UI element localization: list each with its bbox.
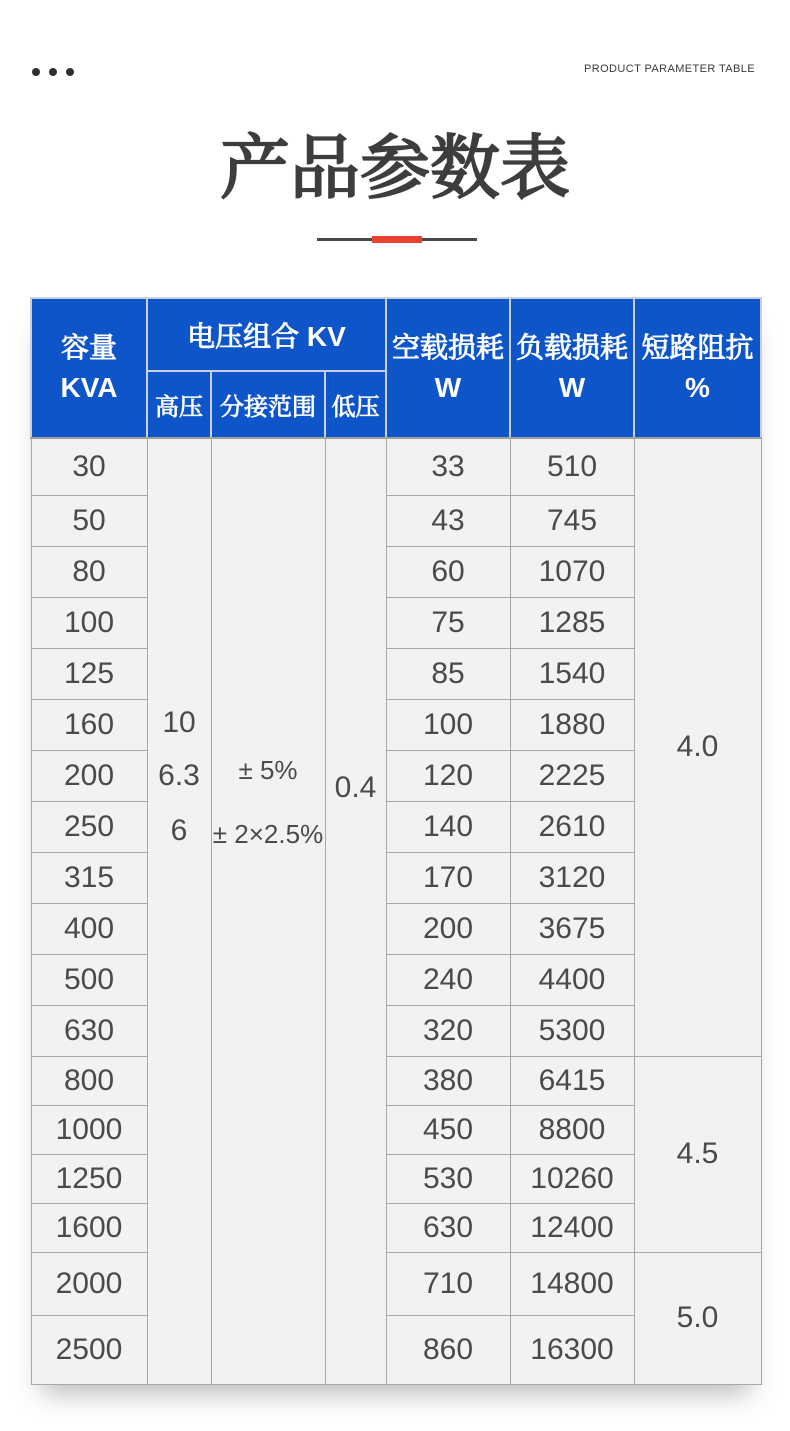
tap-range-value: ± 5%: [238, 755, 298, 785]
load-loss-cell: 745: [510, 495, 634, 546]
capacity-cell: 1600: [31, 1203, 147, 1252]
dot-icon: [66, 68, 74, 76]
load-loss-cell: 1540: [510, 648, 634, 699]
high-voltage-value: 6.3: [158, 759, 200, 792]
load-loss-cell: 3120: [510, 852, 634, 903]
header-row-1: [31, 298, 761, 371]
no-load-loss-cell: 60: [386, 546, 510, 597]
capacity-cell: 200: [31, 750, 147, 801]
no-load-loss-cell: 75: [386, 597, 510, 648]
no-load-loss-cell: 530: [386, 1154, 510, 1203]
table-row: [31, 1252, 761, 1315]
capacity-cell: 400: [31, 903, 147, 954]
capacity-cell: 50: [31, 495, 147, 546]
capacity-cell: 100: [31, 597, 147, 648]
capacity-cell: 2500: [31, 1315, 147, 1384]
load-loss-header-line1: 负载损耗: [515, 332, 628, 363]
high-voltage-value: 10: [162, 706, 196, 739]
capacity-header-line2: KVA: [60, 372, 118, 403]
load-loss-cell: 2610: [510, 801, 634, 852]
capacity-cell: 30: [31, 438, 147, 495]
no-load-loss-cell: 320: [386, 1005, 510, 1056]
high-voltage-value: 6: [170, 814, 188, 847]
no-load-loss-cell: 100: [386, 699, 510, 750]
no-load-loss-cell: 630: [386, 1203, 510, 1252]
impedance-group-cell: 5.0: [634, 1252, 761, 1384]
load-loss-cell: 1285: [510, 597, 634, 648]
capacity-cell: 1000: [31, 1105, 147, 1154]
no-load-loss-cell: 85: [386, 648, 510, 699]
impedance-header-line1: 短路阻抗: [641, 332, 754, 363]
capacity-header-line1: 容量: [60, 332, 117, 363]
col-header-high-voltage: 高压: [147, 371, 211, 438]
low-voltage-value: 0.4: [334, 771, 377, 804]
top-right-label: PRODUCT PARAMETER TABLE: [584, 63, 755, 75]
load-loss-cell: 1880: [510, 699, 634, 750]
no-load-loss-cell: 200: [386, 903, 510, 954]
capacity-cell: 500: [31, 954, 147, 1005]
col-header-load-loss: [510, 298, 634, 438]
load-loss-cell: 3675: [510, 903, 634, 954]
capacity-cell: 1250: [31, 1154, 147, 1203]
page-title: 产品参数表: [220, 129, 570, 207]
col-header-low-voltage: 低压: [325, 371, 386, 438]
load-loss-cell: 4400: [510, 954, 634, 1005]
load-loss-cell: 510: [510, 438, 634, 495]
no-load-loss-cell: 450: [386, 1105, 510, 1154]
load-loss-cell: 14800: [510, 1252, 634, 1315]
no-load-loss-cell: 860: [386, 1315, 510, 1384]
table-row: [31, 438, 761, 495]
col-header-voltage-combo: 电压组合 KV: [147, 298, 386, 371]
col-header-no-load-loss: [386, 298, 510, 438]
col-header-capacity: [31, 298, 147, 438]
capacity-cell: 125: [31, 648, 147, 699]
col-header-impedance: [634, 298, 761, 438]
capacity-cell: 80: [31, 546, 147, 597]
no-load-loss-cell: 710: [386, 1252, 510, 1315]
product-parameter-table: [30, 297, 762, 1385]
no-load-loss-cell: 170: [386, 852, 510, 903]
load-loss-cell: 8800: [510, 1105, 634, 1154]
tap-range-merged-cell: [211, 438, 325, 1384]
capacity-cell: 2000: [31, 1252, 147, 1315]
load-loss-cell: 1070: [510, 546, 634, 597]
dot-icon: [32, 68, 40, 76]
capacity-cell: 160: [31, 699, 147, 750]
capacity-cell: 630: [31, 1005, 147, 1056]
load-loss-cell: 5300: [510, 1005, 634, 1056]
no-load-loss-cell: 380: [386, 1056, 510, 1105]
load-loss-cell: 6415: [510, 1056, 634, 1105]
impedance-group-cell: 4.0: [634, 438, 761, 1056]
title-divider-red-accent: [372, 236, 422, 243]
load-loss-cell: 2225: [510, 750, 634, 801]
no-load-loss-header-line1: 空载损耗: [391, 332, 504, 363]
high-voltage-merged-cell: [147, 438, 211, 1384]
load-loss-cell: 16300: [510, 1315, 634, 1384]
menu-dots-icon: [32, 68, 74, 76]
capacity-cell: 800: [31, 1056, 147, 1105]
col-header-tap-range: 分接范围: [211, 371, 325, 438]
capacity-cell: 250: [31, 801, 147, 852]
no-load-loss-cell: 240: [386, 954, 510, 1005]
no-load-loss-cell: 43: [386, 495, 510, 546]
low-voltage-merged-cell: [325, 438, 386, 1384]
load-loss-cell: 10260: [510, 1154, 634, 1203]
load-loss-header-line2: W: [558, 372, 586, 403]
tap-range-value: ± 2×2.5%: [212, 819, 324, 849]
no-load-loss-cell: 120: [386, 750, 510, 801]
table-row: [31, 1056, 761, 1105]
no-load-loss-cell: 33: [386, 438, 510, 495]
no-load-loss-cell: 140: [386, 801, 510, 852]
impedance-group-cell: 4.5: [634, 1056, 761, 1252]
dot-icon: [49, 68, 57, 76]
load-loss-cell: 12400: [510, 1203, 634, 1252]
no-load-loss-header-line2: W: [434, 372, 462, 403]
capacity-cell: 315: [31, 852, 147, 903]
impedance-header-line2: %: [685, 372, 710, 403]
